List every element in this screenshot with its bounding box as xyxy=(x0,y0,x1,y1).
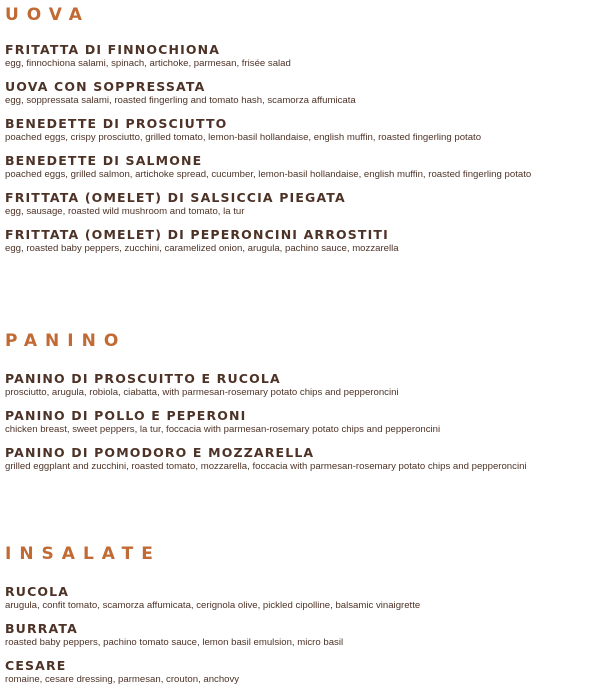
menu-item xyxy=(5,408,527,436)
section-title-uova: UOVA xyxy=(5,5,90,25)
menu-item xyxy=(5,371,527,399)
section-title-insalate: INSALATE xyxy=(5,544,161,564)
item-description: grilled eggplant and zucchini, roasted tomato, mozzarella, foccacia with parmesan-rosemary potato chips and pepperoncini xyxy=(5,461,527,472)
item-name: CESARE xyxy=(5,658,67,673)
item-description: chicken breast, sweet peppers, la tur, foccacia with parmesan-rosemary potato chips and pepperoncini xyxy=(5,424,441,435)
section-items-uova xyxy=(5,42,531,255)
item-name: FRITTATA (OMELET) DI PEPERONCINI ARROSTITI xyxy=(5,227,389,242)
item-name: RUCOLA xyxy=(5,584,70,599)
item-name: PANINO DI PROSCUITTO E RUCOLA xyxy=(5,371,281,386)
menu-item xyxy=(5,153,531,181)
menu-item xyxy=(5,42,531,70)
menu-item xyxy=(5,658,420,686)
item-name: PANINO DI POMODORO E MOZZARELLA xyxy=(5,445,315,460)
item-description: egg, roasted baby peppers, zucchini, caramelized onion, arugula, pachino sauce, mozzarella xyxy=(5,243,399,254)
item-description: egg, soppressata salami, roasted fingerling and tomato hash, scamorza affumicata xyxy=(5,95,356,106)
item-description: romaine, cesare dressing, parmesan, crouton, anchovy xyxy=(5,674,240,685)
item-name: BENEDETTE DI SALMONE xyxy=(5,153,203,168)
item-description: poached eggs, grilled salmon, artichoke spread, cucumber, lemon-basil hollandaise, english muffin, roasted fingerling potato xyxy=(5,169,532,180)
item-description: poached eggs, crispy prosciutto, grilled tomato, lemon-basil hollandaise, english muffin, roasted fingerling potato xyxy=(5,132,482,143)
item-name: PANINO DI POLLO E PEPERONI xyxy=(5,408,247,423)
item-description: egg, sausage, roasted wild mushroom and tomato, la tur xyxy=(5,206,245,217)
item-name: UOVA CON SOPPRESSATA xyxy=(5,79,206,94)
item-description: prosciutto, arugula, robiola, ciabatta, with parmesan-rosemary potato chips and pepperoncini xyxy=(5,387,399,398)
menu-item xyxy=(5,190,531,218)
item-name: FRITTATA (OMELET) DI SALSICCIA PIEGATA xyxy=(5,190,346,205)
section-title-panino: PANINO xyxy=(5,331,127,351)
item-description: roasted baby peppers, pachino tomato sauce, lemon basil emulsion, micro basil xyxy=(5,637,344,648)
item-description: egg, finnochiona salami, spinach, artichoke, parmesan, frisée salad xyxy=(5,58,291,69)
item-name: BURRATA xyxy=(5,621,78,636)
item-name: FRITATTA DI FINNOCHIONA xyxy=(5,42,221,57)
menu-item xyxy=(5,79,531,107)
menu-item xyxy=(5,621,420,649)
menu-item xyxy=(5,116,531,144)
menu-item xyxy=(5,584,420,612)
menu-item xyxy=(5,445,527,473)
menu-item xyxy=(5,227,531,255)
section-items-panino xyxy=(5,371,527,473)
item-description: arugula, confit tomato, scamorza affumicata, cerignola olive, pickled cipolline, balsamic vinaigrette xyxy=(5,600,421,611)
item-name: BENEDETTE DI PROSCIUTTO xyxy=(5,116,228,131)
section-items-insalate xyxy=(5,584,420,686)
